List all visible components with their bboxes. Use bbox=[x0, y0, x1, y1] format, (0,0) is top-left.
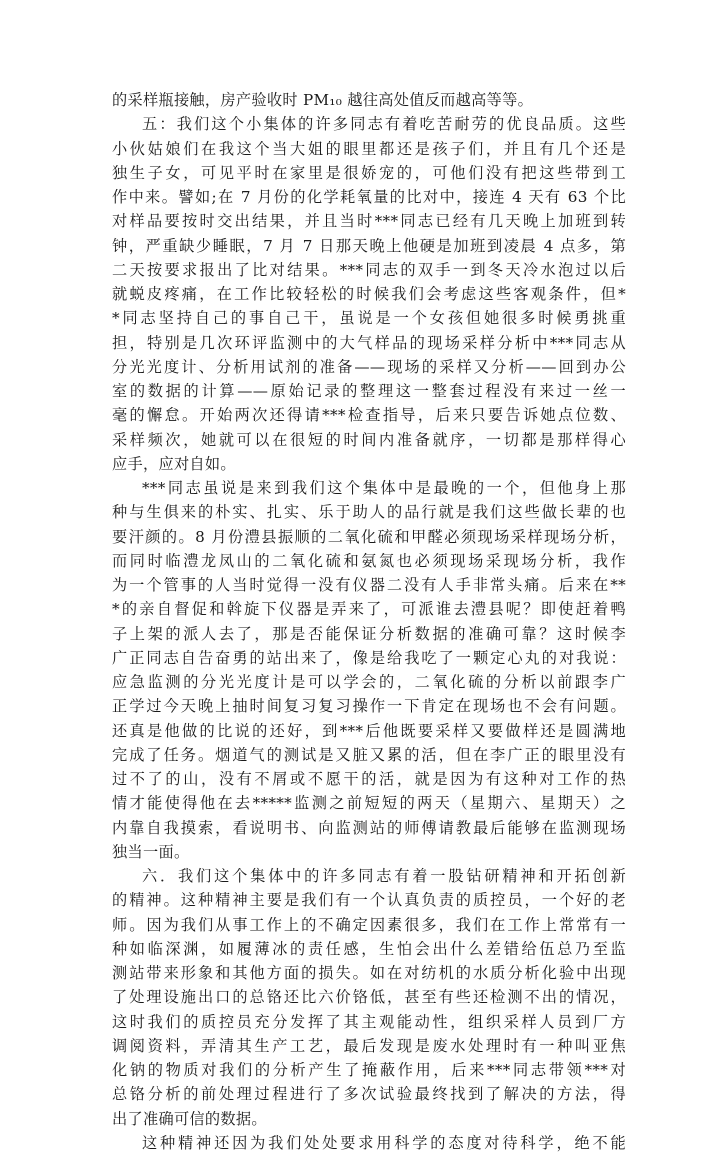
text-line: *的亲自督促和斡旋下仪器是弄来了，可派谁去澧县呢？即使赶着鸭 bbox=[112, 600, 626, 619]
text-line: 种如临深渊，如履薄冰的责任感，生怕会出什么差错给伍总乃至监 bbox=[112, 939, 626, 958]
text-line: 的精神。这种精神主要是我们有一个认真负责的质控员，一个好的老 bbox=[112, 891, 626, 910]
text-line: 了处理设施出口的总铬还比六价铬低，甚至有些还检测不出的情况， bbox=[112, 988, 626, 1007]
text-line: 钟，严重缺少睡眠，7 月 7 日那天晚上他硬是加班到凌晨 4 点多，第 bbox=[112, 236, 626, 255]
text-line: 这种精神还因为我们处处要求用科学的态度对待科学，绝不能 bbox=[142, 1133, 626, 1152]
text-line: 还真是他做的比说的还好，到***后他既要采样又要做样还是圆满地 bbox=[112, 721, 626, 740]
text-line: 师。因为我们从事工作上的不确定因素很多，我们在工作上常常有一 bbox=[112, 915, 626, 934]
text-line: 这时我们的质控员充分发挥了其主观能动性，组织采样人员到厂方 bbox=[112, 1012, 626, 1031]
text-line: 毫的懈怠。开始两次还得请***检查指导，后来只要告诉她点位数、 bbox=[112, 406, 626, 425]
text-line: 要汗颜的。8 月份澧县振顺的二氧化硫和甲醛必须现场采样现场分析， bbox=[112, 527, 626, 546]
text-line: *同志坚持自己的事自己干，虽说是一个女孩但她很多时候勇挑重 bbox=[112, 309, 626, 328]
text-line: 二天按要求报出了比对结果。***同志的双手一到冬天冷水泡过以后 bbox=[112, 260, 626, 279]
text-line: 五：我们这个小集体的许多同志有着吃苦耐劳的优良品质。这些 bbox=[142, 115, 626, 134]
text-line: 为一个管事的人当时觉得一没有仪器二没有人手非常头痛。后来在** bbox=[112, 576, 626, 594]
text-line: 分光光度计、分析用试剂的准备——现场的采样又分析——回到办公 bbox=[112, 357, 626, 376]
text-line: 独当一面。 bbox=[112, 842, 190, 861]
text-line: 采样频次，她就可以在很短的时间内准备就序，一切都是那样得心 bbox=[112, 430, 626, 449]
text-line: 化钠的物质对我们的分析产生了掩蔽作用，后来***同志带领***对 bbox=[112, 1061, 626, 1079]
text-line: 六．我们这个集体中的许多同志有着一股钻研精神和开拓创新 bbox=[142, 867, 626, 885]
text-line: 情才能使得他在去*****监测之前短短的两天（星期六、星期天）之 bbox=[112, 794, 626, 813]
text-line: 过不了的山，没有不屑或不愿干的活，就是因为有这种对工作的热 bbox=[112, 770, 626, 788]
text-line: 出了准确可信的数据。 bbox=[112, 1109, 267, 1128]
text-line: ***同志虽说是来到我们这个集体中是最晚的一个，但他身上那 bbox=[142, 479, 626, 497]
text-line: 种与生俱来的朴实、扎实、乐于助人的品行就是我们这些做长辈的也 bbox=[112, 503, 626, 522]
text-line: 担，特别是几次环评监测中的大气样品的现场采样分析中***同志从 bbox=[112, 333, 626, 352]
document-page bbox=[112, 88, 626, 1155]
text-line: 完成了任务。烟道气的测试是又脏又累的活，但在李广正的眼里没有 bbox=[112, 745, 626, 764]
text-line: 内靠自我摸索，看说明书、向监测站的师傅请教最后能够在监测现场 bbox=[112, 818, 626, 837]
text-line: 子上架的派人去了，那是否能保证分析数据的准确可靠？这时候李 bbox=[112, 624, 626, 643]
text-line: 应手，应对自如。 bbox=[112, 454, 236, 473]
text-line: 测站带来形象和其他方面的损失。如在对纺机的水质分析化验中出现 bbox=[112, 964, 626, 982]
text-line: 应急监测的分光光度计是可以学会的，二氧化硫的分析以前跟李广 bbox=[112, 673, 626, 691]
text-line: 室的数据的计算——原始记录的整理这一整套过程没有来过一丝一 bbox=[112, 382, 626, 400]
text-line: 小伙姑娘们在我这个当大姐的眼里都还是孩子们，并且有几个还是 bbox=[112, 139, 626, 158]
text-line: 广正同志自告奋勇的站出来了，像是给我吃了一颗定心丸的对我说： bbox=[112, 648, 626, 667]
text-line: 而同时临澧龙凤山的二氧化硫和氨氮也必须现场采现场分析，我作 bbox=[112, 551, 626, 570]
text-line: 就蜕皮疼痛，在工作比较轻松的时候我们会考虑这些客观条件，但* bbox=[112, 285, 626, 303]
text-line: 作中来。譬如;在 7 月份的化学耗氧量的比对中，接连 4 天有 63 个比 bbox=[112, 188, 626, 206]
text-line: 的采样瓶接触，房产验收时 PM₁₀ 越往高处值反而越高等等。 bbox=[112, 91, 534, 109]
text-line: 正学过今天晚上抽时间复习复习操作一下肯定在现场也不会有问题。 bbox=[112, 697, 626, 716]
text-line: 调阅资料，弄清其生产工艺，最后发现是废水处理时有一种叫亚焦 bbox=[112, 1036, 626, 1055]
text-line: 总铬分析的前处理过程进行了多次试验最终找到了解决的方法，得 bbox=[112, 1085, 626, 1104]
text-line: 独生子女，可见平时在家里是很娇宠的，可他们没有把这些带到工 bbox=[112, 163, 626, 182]
text-line: 对样品要按时交出结果，并且当时***同志已经有几天晚上加班到转 bbox=[112, 212, 626, 231]
